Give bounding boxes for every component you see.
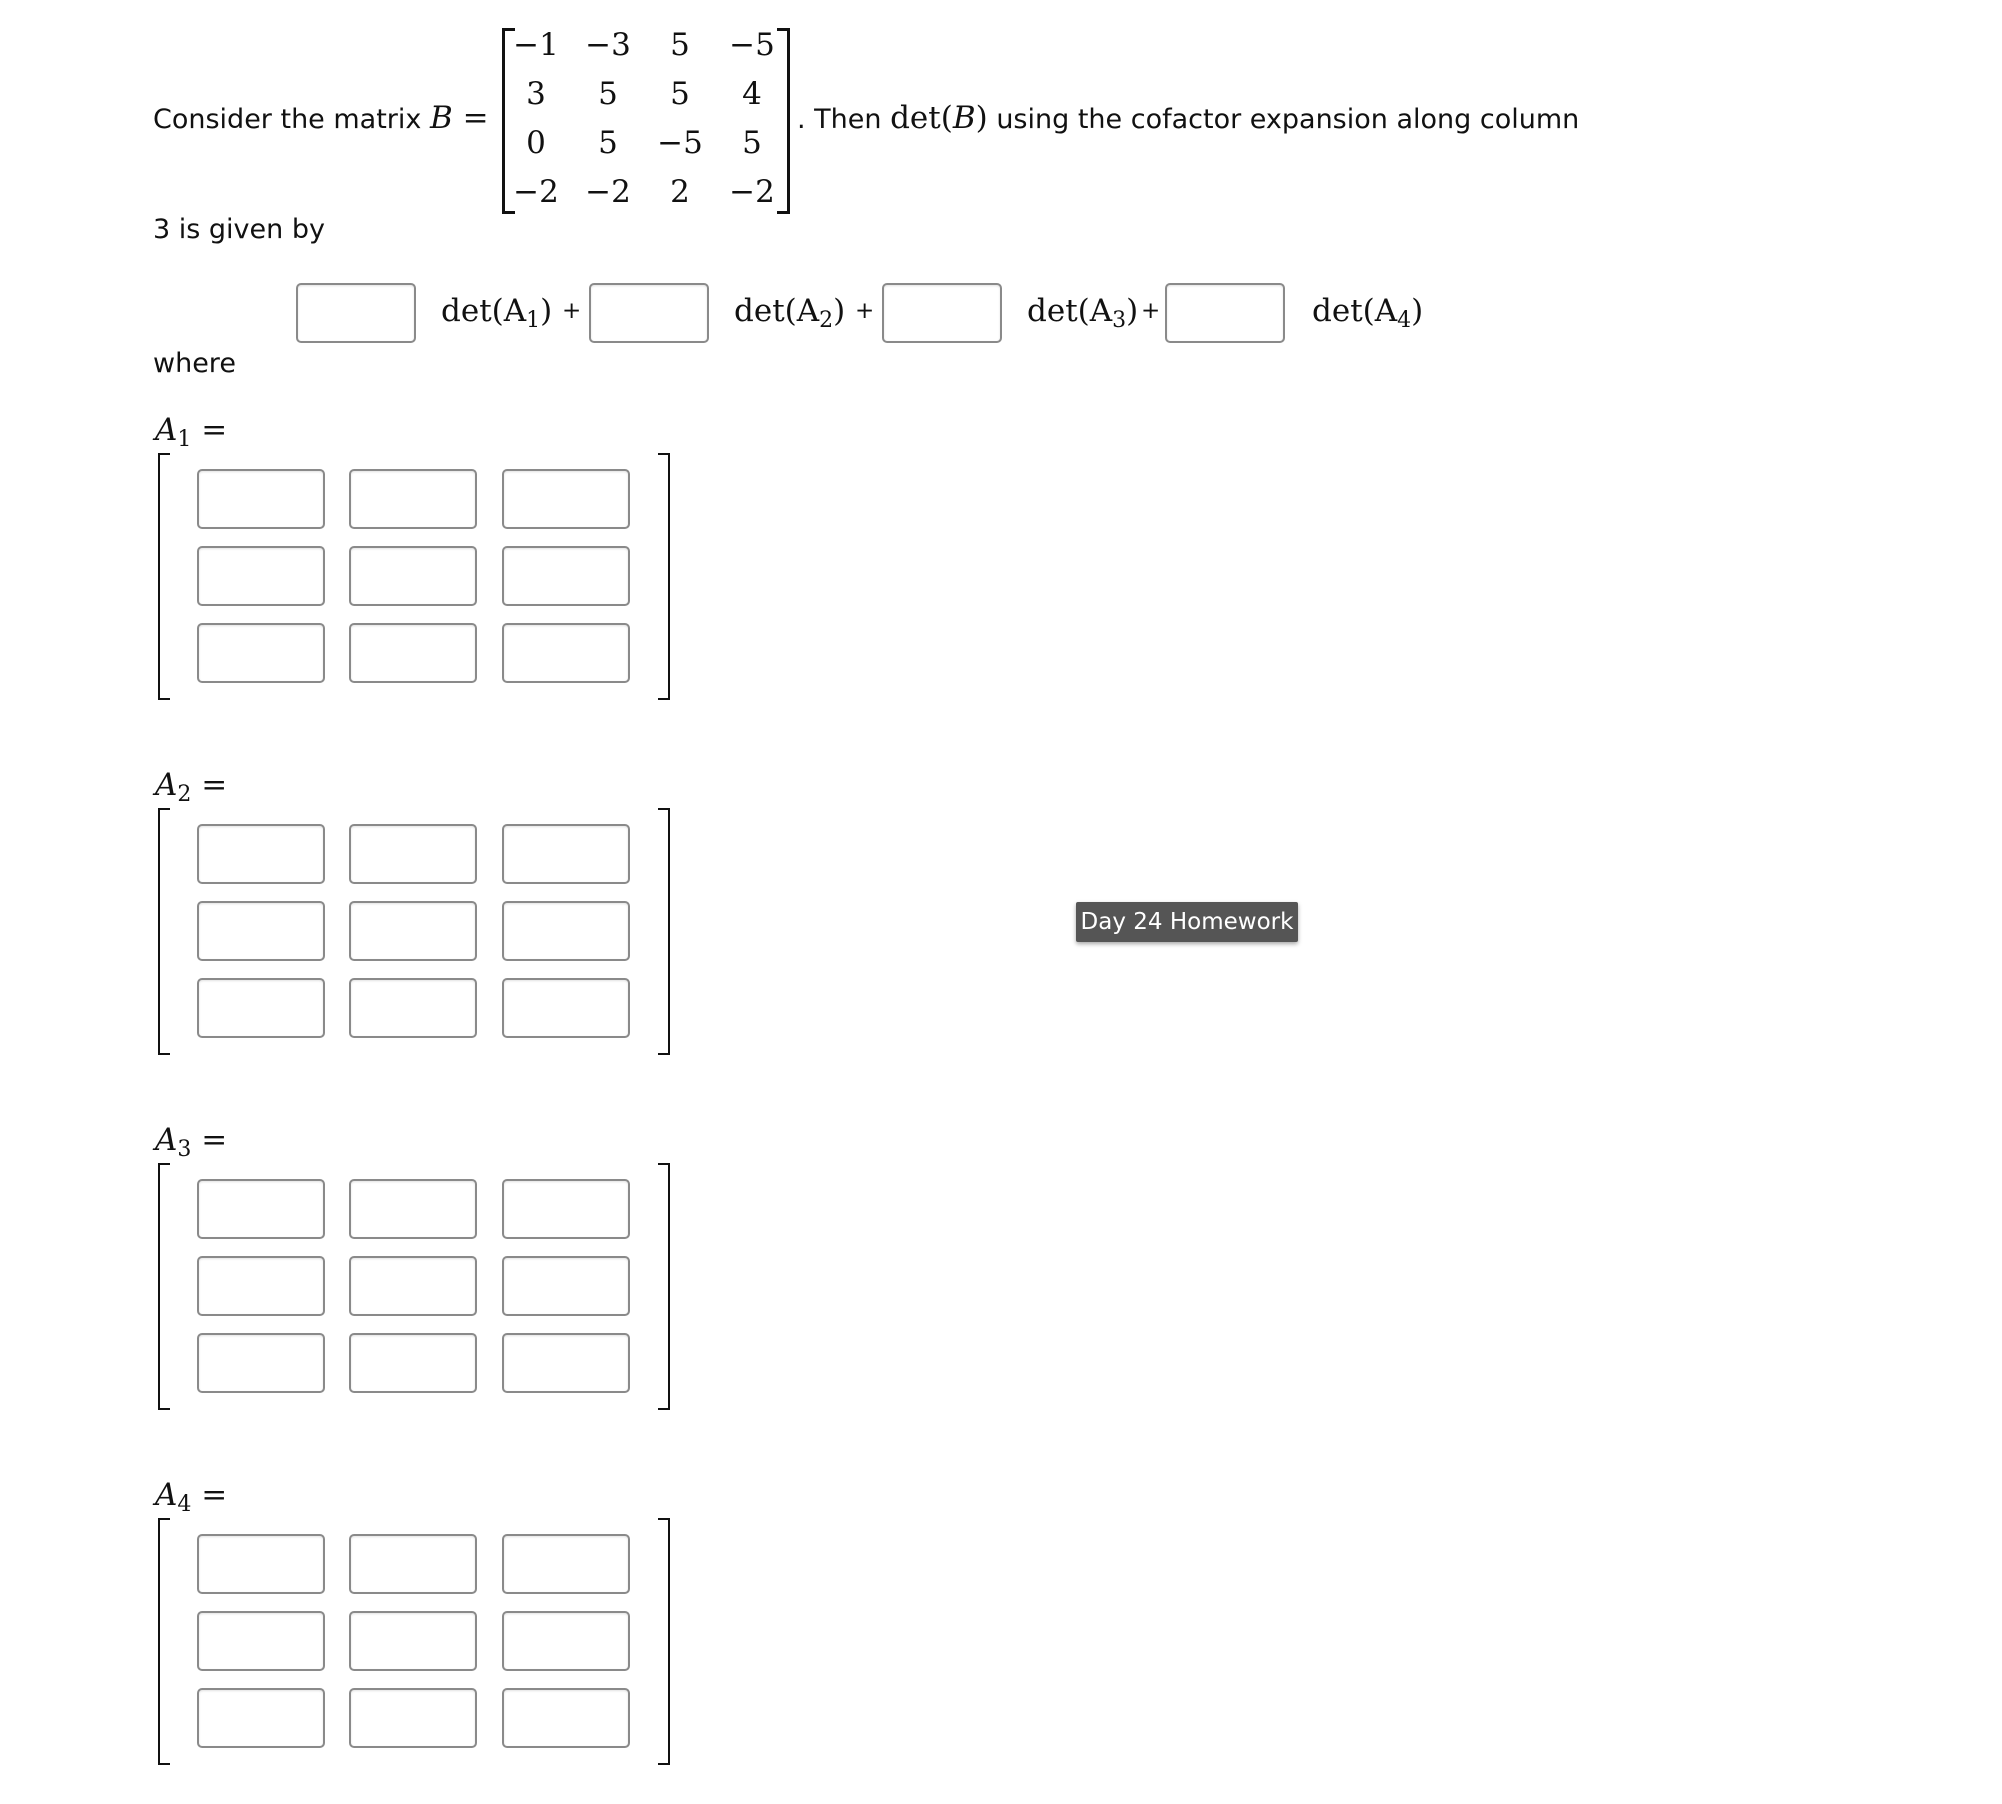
minor-a1-input[interactable] xyxy=(197,469,325,529)
minor-a3-input[interactable] xyxy=(349,1333,477,1393)
det-a3-label: det(A3) xyxy=(1027,293,1139,333)
minor-a3-input[interactable] xyxy=(502,1333,630,1393)
matrix-symbol-b: B xyxy=(429,100,453,136)
matrix-b-cell: 3 xyxy=(526,76,546,112)
matrix-b-cell: −5 xyxy=(657,125,703,161)
minor-a2-left-bracket xyxy=(158,808,170,1055)
minor-a2-input[interactable] xyxy=(197,978,325,1038)
minor-a4-input[interactable] xyxy=(502,1688,630,1748)
minor-a3-input[interactable] xyxy=(502,1179,630,1239)
minor-a4-input[interactable] xyxy=(349,1688,477,1748)
coefficient-input-4[interactable] xyxy=(1165,283,1285,343)
coefficient-input-1[interactable] xyxy=(296,283,416,343)
minor-a3-right-bracket xyxy=(658,1163,670,1410)
minor-a4-left-bracket xyxy=(158,1518,170,1765)
minor-a4-input[interactable] xyxy=(197,1688,325,1748)
minor-a3-input[interactable] xyxy=(349,1256,477,1316)
minor-a1-left-bracket xyxy=(158,453,170,700)
minor-a4-right-bracket xyxy=(658,1518,670,1765)
minor-a1-input[interactable] xyxy=(502,623,630,683)
minor-a1-right-bracket xyxy=(658,453,670,700)
matrix-b-cell: 0 xyxy=(526,125,546,161)
matrix-b-cell: −1 xyxy=(513,27,559,63)
minor-a4-input[interactable] xyxy=(502,1611,630,1671)
where-label: where xyxy=(153,348,236,379)
minor-a1-input[interactable] xyxy=(502,469,630,529)
intro-text: Consider the matrix xyxy=(153,104,430,135)
matrix-b-cell: 2 xyxy=(670,174,690,210)
minor-a1-input[interactable] xyxy=(197,546,325,606)
equals-sign: = xyxy=(452,100,489,136)
plus-sign: + xyxy=(1141,298,1161,324)
det-a2-label: det(A2) xyxy=(734,293,846,333)
minor-a4-input[interactable] xyxy=(502,1534,630,1594)
rest-text: using the cofactor expansion along column xyxy=(987,104,1580,135)
minor-a2-input[interactable] xyxy=(349,901,477,961)
minor-a2-label: A2 = xyxy=(155,767,228,807)
minor-a3-input[interactable] xyxy=(502,1256,630,1316)
minor-a2-input[interactable] xyxy=(349,824,477,884)
det-a4-label: det(A4) xyxy=(1312,293,1424,333)
minor-a1-input[interactable] xyxy=(349,623,477,683)
minor-a2-input[interactable] xyxy=(502,978,630,1038)
matrix-b-cell: 4 xyxy=(742,76,762,112)
matrix-b-cell: −2 xyxy=(729,174,775,210)
plus-sign: + xyxy=(562,298,582,324)
minor-a1-input[interactable] xyxy=(197,623,325,683)
question-then xyxy=(797,100,1579,136)
det-arg-b: B xyxy=(952,100,976,136)
minor-a1-label: A1 = xyxy=(155,412,228,452)
minor-a4-input[interactable] xyxy=(197,1534,325,1594)
minor-a3-input[interactable] xyxy=(197,1333,325,1393)
matrix-b-cell: −3 xyxy=(585,27,631,63)
matrix-b-cell: 5 xyxy=(598,76,618,112)
matrix-b-cell: 5 xyxy=(670,27,690,63)
matrix-b-cell: 5 xyxy=(598,125,618,161)
minor-a2-input[interactable] xyxy=(197,901,325,961)
minor-a2-input[interactable] xyxy=(197,824,325,884)
det-a1-label: det(A1) xyxy=(441,293,553,333)
matrix-b-cell: −2 xyxy=(585,174,631,210)
minor-a3-left-bracket xyxy=(158,1163,170,1410)
minor-a4-label: A4 = xyxy=(155,1477,228,1517)
coefficient-input-2[interactable] xyxy=(589,283,709,343)
coefficient-input-3[interactable] xyxy=(882,283,1002,343)
det-open-paren: ( xyxy=(940,100,953,136)
minor-a2-input[interactable] xyxy=(502,824,630,884)
det-close-paren: ) xyxy=(975,100,988,136)
minor-a2-input[interactable] xyxy=(502,901,630,961)
minor-a1-input[interactable] xyxy=(349,469,477,529)
question-line2: 3 is given by xyxy=(153,214,325,245)
minor-a2-input[interactable] xyxy=(349,978,477,1038)
minor-a4-input[interactable] xyxy=(349,1534,477,1594)
minor-a4-input[interactable] xyxy=(349,1611,477,1671)
matrix-b-cell: −2 xyxy=(513,174,559,210)
minor-a1-input[interactable] xyxy=(502,546,630,606)
then-text: . Then xyxy=(797,104,891,135)
tooltip: Day 24 Homework xyxy=(1076,902,1298,942)
minor-a4-input[interactable] xyxy=(197,1611,325,1671)
minor-a3-input[interactable] xyxy=(349,1179,477,1239)
det-func: det xyxy=(890,100,941,136)
minor-a2-right-bracket xyxy=(658,808,670,1055)
plus-sign: + xyxy=(855,298,875,324)
minor-a3-label: A3 = xyxy=(155,1122,228,1162)
matrix-b-cell: −5 xyxy=(729,27,775,63)
matrix-b-cell: 5 xyxy=(670,76,690,112)
matrix-b-cell: 5 xyxy=(742,125,762,161)
question-intro xyxy=(153,100,489,136)
minor-a3-input[interactable] xyxy=(197,1256,325,1316)
minor-a3-input[interactable] xyxy=(197,1179,325,1239)
minor-a1-input[interactable] xyxy=(349,546,477,606)
